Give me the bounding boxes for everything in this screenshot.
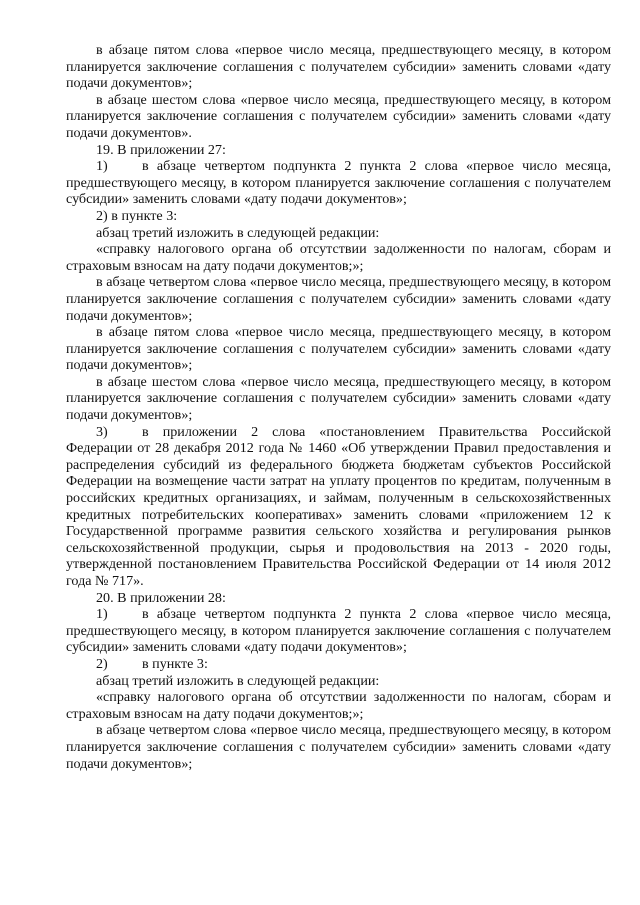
document-page: [66, 42, 611, 772]
paragraph-text: в абзаце четвертом подпункта 2 пункта 2 слова «первое число месяца, предшествующего месяцу, в котором планируется заключение соглашения с получателем субсидии» заменить словами «дату подачи документов»;: [66, 158, 611, 208]
paragraph: в абзаце пятом слова «первое число месяца, предшествующего месяцу, в котором планируется заключение соглашения с получателем субсидии» заменить словами «дату подачи документов»;: [66, 42, 611, 92]
item-number: 3): [96, 423, 108, 440]
paragraph: «справку налогового органа об отсутствии задолженности по налогам, сборам и страховым взносам на дату подачи документов;»;: [66, 689, 611, 722]
paragraph: абзац третий изложить в следующей редакции:: [96, 224, 380, 241]
numbered-paragraph: [66, 158, 611, 208]
paragraph: в абзаце шестом слова «первое число месяца, предшествующего месяцу, в котором планируется заключение соглашения с получателем субсидии» заменить словами «дату подачи документов».: [66, 91, 611, 141]
numbered-paragraph: [66, 656, 611, 673]
numbered-paragraph: [66, 606, 611, 656]
paragraph: в абзаце четвертом слова «первое число месяца, предшествующего месяцу, в котором планируется заключение соглашения с получателем субсидии» заменить словами «дату подачи документов»;: [66, 274, 611, 324]
paragraph-text: в пункте 3:: [111, 207, 178, 224]
section-heading: 19. В приложении 27:: [96, 141, 226, 158]
paragraph-text: в пункте 3:: [142, 655, 208, 672]
item-number: 1): [96, 158, 108, 175]
numbered-paragraph: [66, 424, 611, 590]
paragraph: «справку налогового органа об отсутствии задолженности по налогам, сборам и страховым взносам на дату подачи документов;»;: [66, 241, 611, 274]
paragraph: в абзаце пятом слова «первое число месяца, предшествующего месяцу, в котором планируется заключение соглашения с получателем субсидии» заменить словами «дату подачи документов»;: [66, 324, 611, 374]
paragraph-text: в абзаце четвертом подпункта 2 пункта 2 слова «первое число месяца, предшествующего месяцу, в котором планируется заключение соглашения с получателем субсидии» заменить словами «дату подачи документов»;: [66, 606, 611, 656]
item-number: 2): [96, 207, 108, 224]
item-number: 1): [96, 606, 108, 623]
paragraph: абзац третий изложить в следующей редакции:: [96, 672, 380, 689]
numbered-paragraph: [66, 208, 611, 225]
item-number: 2): [96, 655, 108, 672]
paragraph: в абзаце шестом слова «первое число месяца, предшествующего месяцу, в котором планируется заключение соглашения с получателем субсидии» заменить словами «дату подачи документов»;: [66, 373, 611, 424]
paragraph-text: в приложении 2 слова «постановлением Правительства Российской Федерации от 28 декабря 2012 года № 1460 «Об утверждении Правил предоставления и распределения субсидий из федерального бюджета бюджетам субъектов Российской Федерации на возмещение части затрат на уплату процентов по кредитам, полученным в российских кредитных организациях, и займам, полученным в сельскохозяйственных кредитных потребительских кооперативах» заменить словами «приложением 12 к Государственной программе развития сельского хозяйства и регулирования рынков сельскохозяйственной продукции, сырья и продовольствия на 2013 - 2020 годы, утвержденной постановлением Правительства Российской Федерации от 14 июля 2012 года № 717».: [66, 423, 611, 589]
paragraph: в абзаце четвертом слова «первое число месяца, предшествующего месяцу, в котором планируется заключение соглашения с получателем субсидии» заменить словами «дату подачи документов»;: [66, 722, 611, 772]
section-heading: 20. В приложении 28:: [96, 589, 226, 606]
